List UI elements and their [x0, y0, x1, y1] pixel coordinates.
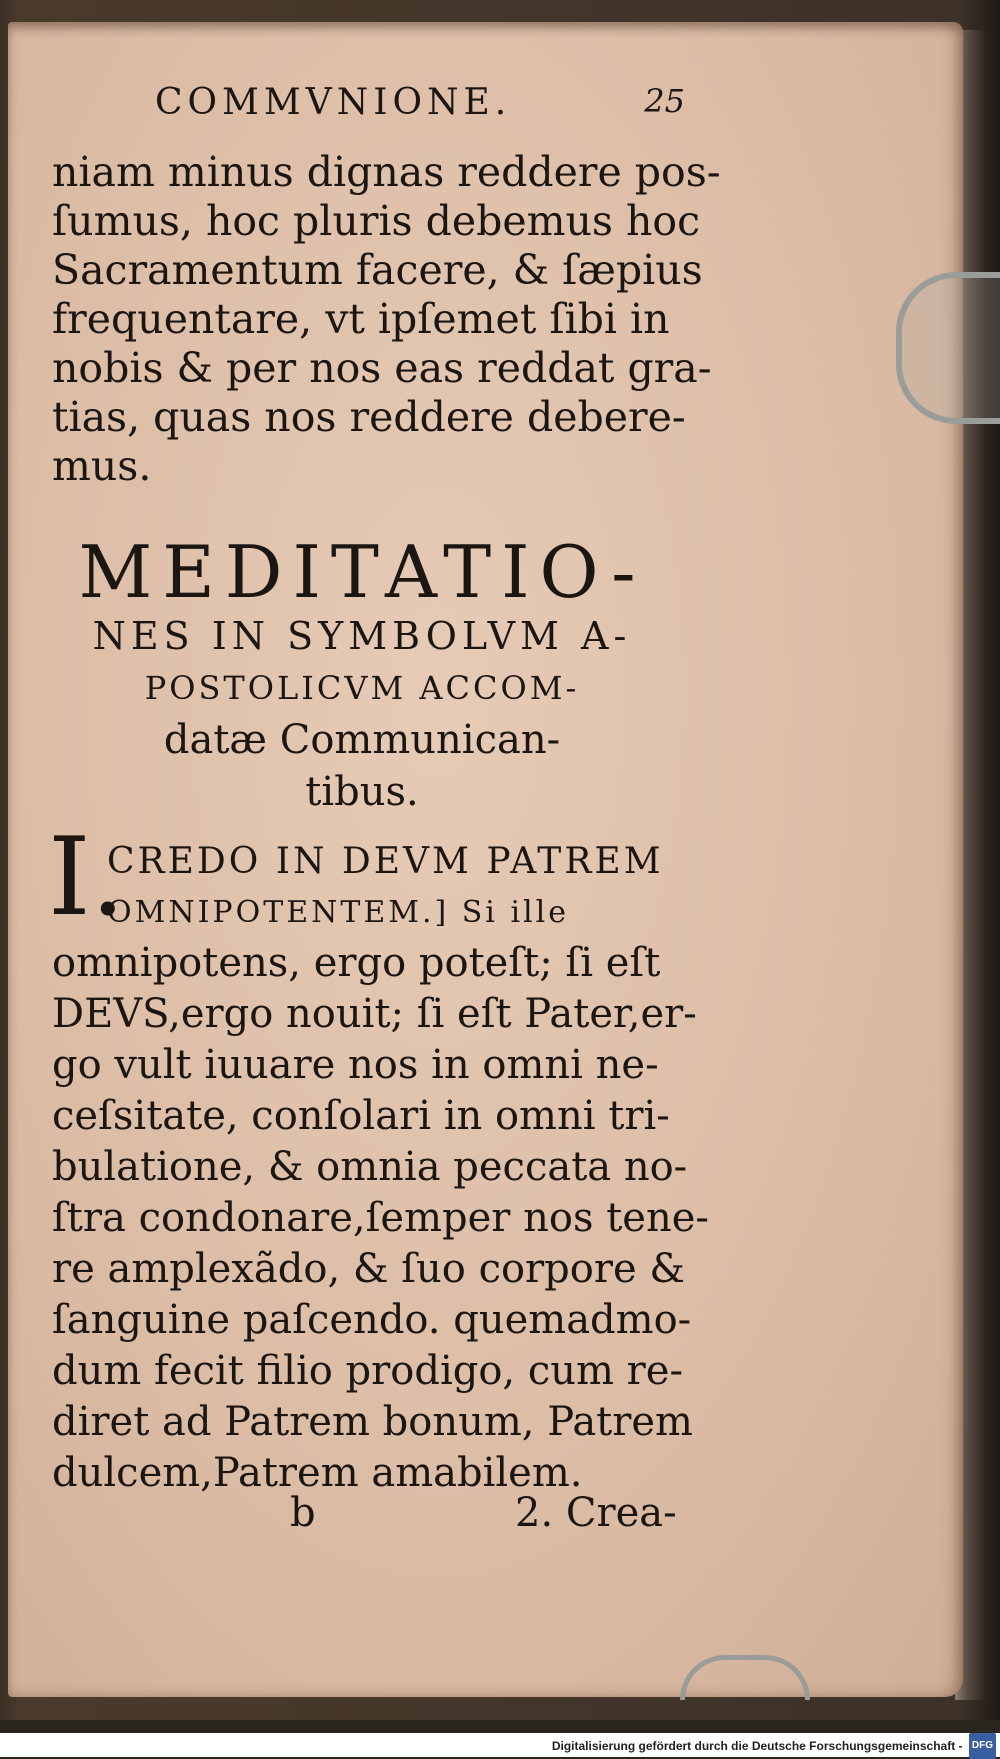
title-line: POSTOLICVM ACCOM- [144, 669, 580, 707]
text-line: frequentare, vt ipſemet ſibi in [52, 295, 670, 343]
text-line: mus. [52, 442, 152, 490]
text-line: Sacramentum facere, & ſæpius [52, 246, 703, 294]
metal-clip [896, 272, 1000, 424]
text-line: dulcem,Patrem amabilem. [52, 1450, 583, 1496]
text-line: niam minus dignas reddere pos- [52, 148, 721, 196]
paragraph-continued [52, 148, 721, 491]
text-line: nobis & per nos eas reddat gra- [52, 344, 712, 392]
text-line: ſumus, hoc pluris debemus hoc [52, 197, 701, 245]
text-line: OMNIPOTENTEM.] Si ille [107, 895, 569, 930]
signature-mark: b [290, 1490, 316, 1536]
title-line: tibus. [305, 769, 419, 815]
text-line: CREDO IN DEVM PATREM [107, 841, 664, 882]
running-header [155, 82, 685, 132]
footer-credit: Digitalisierung gefördert durch die Deutsche Forschungsgemeinschaft - [551, 1739, 963, 1753]
page-number: 25 [644, 82, 685, 120]
text-line: re amplexãdo, & ſuo corpore & [52, 1246, 685, 1292]
text-line: ſanguine paſcendo. quemadmo- [52, 1297, 692, 1343]
section-title-main: MEDITATIO- [78, 530, 646, 614]
text-line: dum fecit filio prodigo, cum re- [52, 1348, 683, 1394]
text-line: go vult iuuare nos in omni ne- [52, 1042, 659, 1088]
drop-cap: I. [48, 815, 125, 940]
title-line: NES IN SYMBOLVM A- [92, 614, 632, 658]
meditation-paragraph [52, 836, 709, 1499]
digitization-footer [0, 1733, 1000, 1757]
text-line: bulatione, & omnia peccata no- [52, 1144, 688, 1190]
dfg-logo: DFG [969, 1733, 996, 1759]
text-line: ſtra condonare,ſemper nos tene- [52, 1195, 709, 1241]
title-line: datæ Communican- [163, 717, 561, 763]
catchword: 2. Crea- [515, 1490, 677, 1536]
text-line: diret ad Patrem bonum, Patrem [52, 1399, 693, 1445]
text-line: omnipotens, ergo poteſt; ſi eſt [52, 940, 661, 986]
section-title-sub [52, 610, 672, 818]
text-line: DEVS,ergo nouit; ſi eſt Pater,er- [52, 991, 697, 1037]
text-line: tias, quas nos reddere debere- [52, 393, 686, 441]
text-line: ceſsitate, conſolari in omni tri- [52, 1093, 670, 1139]
running-title: COMMVNIONE. [155, 82, 512, 123]
